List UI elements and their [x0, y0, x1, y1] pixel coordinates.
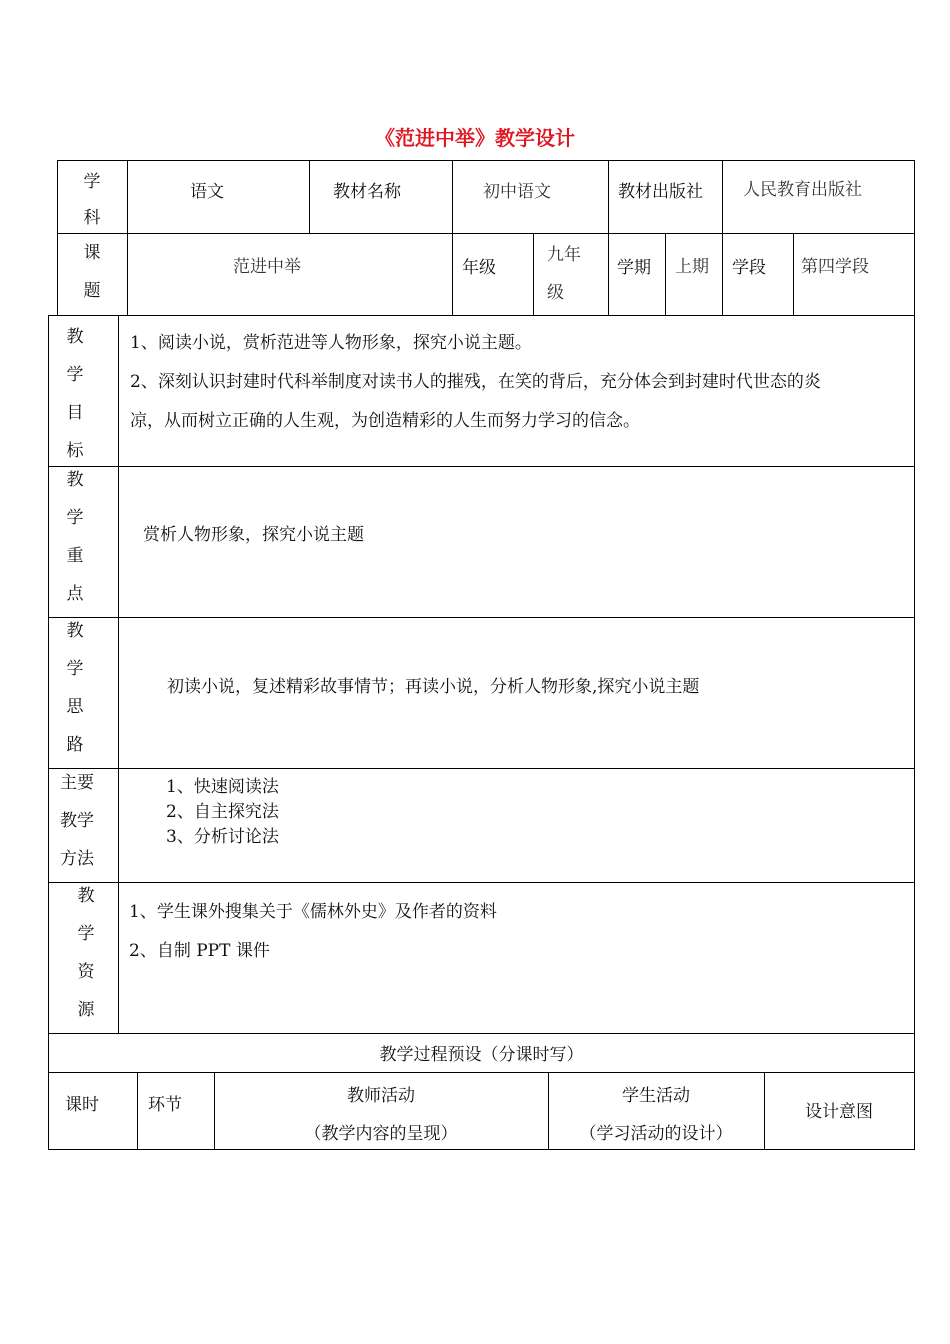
approach-label: 教 学 思 路	[66, 621, 84, 755]
term-value: 上期	[675, 257, 709, 277]
publisher-label: 教材出版社	[618, 182, 703, 202]
subject-value: 语文	[190, 182, 224, 202]
list-item: 1、快速阅读法	[166, 777, 279, 797]
goals-text	[130, 324, 910, 441]
row-divider	[48, 1033, 915, 1034]
list-item: 2、自制 PPT 课件	[129, 941, 270, 961]
col-divider	[452, 233, 453, 315]
methods-list	[166, 775, 279, 850]
goal-line: 1、阅读小说，赏析范进等人物形象，探究小说主题。	[130, 333, 532, 353]
stage-value: 第四学段	[801, 257, 869, 277]
list-item: 1、学生课外搜集关于《儒林外史》及作者的资料	[129, 902, 497, 922]
approach-text: 初读小说，复述精彩故事情节；再读小说，分析人物形象,探究小说主题	[167, 677, 700, 697]
col-intent: 设计意图	[805, 1102, 873, 1122]
subject-label: 学 科	[83, 172, 101, 228]
col-divider	[608, 233, 609, 315]
row-divider	[48, 1072, 915, 1073]
resources-list	[129, 893, 497, 971]
lesson-value: 范进中举	[233, 257, 301, 277]
grade-label: 年级	[462, 258, 496, 278]
table-border-top	[57, 160, 915, 161]
col-divider	[722, 233, 723, 315]
stage-label: 学段	[732, 258, 766, 278]
row-divider	[57, 233, 915, 234]
col-teacher-sub: （教学内容的呈现）	[304, 1124, 458, 1144]
col-divider	[722, 160, 723, 233]
grade-value: 九年级	[547, 245, 581, 303]
row-divider	[48, 882, 915, 883]
resources-label: 教 学 资 源	[77, 886, 95, 1020]
col-stage: 环节	[148, 1095, 182, 1115]
list-item: 2、自主探究法	[166, 802, 279, 822]
col-divider	[533, 233, 534, 315]
col-student-title: 学生活动	[622, 1086, 690, 1106]
list-item: 3、分析讨论法	[166, 827, 279, 847]
textbook-value: 初中语文	[483, 182, 551, 202]
table-border-right	[914, 160, 915, 1150]
col-student	[548, 1077, 764, 1153]
goals-label: 教 学 目 标	[66, 327, 84, 461]
col-teacher	[214, 1077, 548, 1153]
col-divider	[665, 233, 666, 315]
key-points-text: 赏析人物形象，探究小说主题	[143, 525, 364, 545]
textbook-label: 教材名称	[333, 182, 401, 202]
row-divider	[48, 466, 915, 467]
key-points-label: 教 学 重 点	[66, 470, 84, 604]
col-divider	[309, 160, 310, 233]
row-divider	[48, 617, 915, 618]
goal-line: 凉，从而树立正确的人生观，为创造精彩的人生而努力学习的信念。	[130, 411, 640, 431]
goal-line: 2、深刻认识封建时代科举制度对读书人的摧残，在笑的背后，充分体会到封建时代世态的炎	[130, 372, 821, 392]
col-student-sub: （学习活动的设计）	[579, 1124, 733, 1144]
col-teacher-title: 教师活动	[347, 1086, 415, 1106]
document-title: 《范进中举》教学设计	[375, 126, 575, 150]
col-divider	[608, 160, 609, 233]
publisher-value: 人民教育出版社	[743, 180, 862, 200]
process-header: 教学过程预设（分课时写）	[379, 1045, 584, 1065]
col-divider	[137, 1072, 138, 1150]
term-label: 学期	[617, 258, 651, 278]
lesson-label: 课 题	[83, 243, 101, 301]
col-period: 课时	[65, 1095, 99, 1115]
methods-label: 主要 教学 方法	[60, 773, 94, 869]
col-divider	[452, 160, 453, 233]
col-divider	[793, 233, 794, 315]
row-divider	[48, 768, 915, 769]
col-divider	[127, 160, 128, 315]
row-divider	[48, 315, 915, 316]
